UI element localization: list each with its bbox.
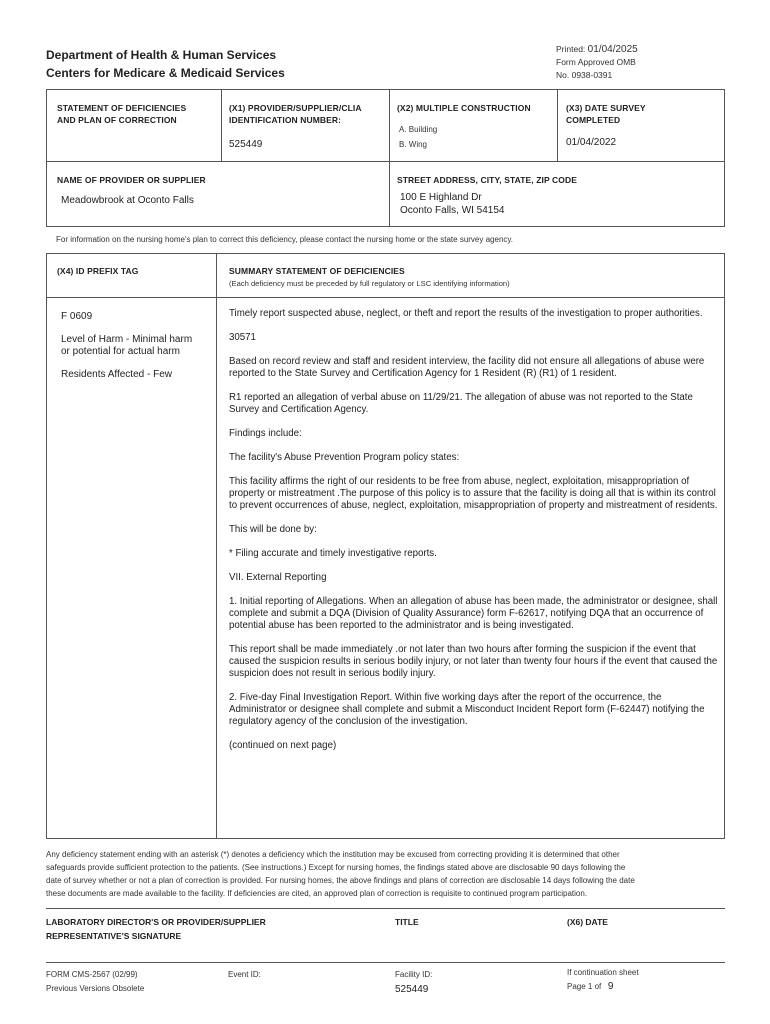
deficiency-tag: F 0609	[61, 311, 93, 322]
printed-date: 01/04/2025	[587, 44, 638, 55]
facility-id-label: Facility ID:	[395, 970, 433, 979]
signature-label-line-2: REPRESENTATIVE'S SIGNATURE	[46, 931, 182, 941]
level-line-1: Level of Harm - Minimal harm	[61, 334, 193, 345]
deficiency-tag-column	[61, 311, 211, 392]
printed-label: Printed:	[556, 44, 586, 54]
provider-name-label: NAME OF PROVIDER OR SUPPLIER	[57, 175, 206, 185]
page-info	[567, 966, 639, 994]
obsolete-note: Previous Versions Obsolete	[46, 984, 145, 993]
deficiency-table	[46, 253, 725, 839]
level-of-harm	[61, 334, 211, 358]
x1-label-line-1: (X1) PROVIDER/SUPPLIER/CLIA	[229, 103, 362, 113]
id-prefix-label: (X4) ID PREFIX TAG	[57, 266, 139, 276]
page-total: 9	[607, 981, 614, 992]
residents-affected: Residents Affected - Few	[61, 369, 172, 380]
level-line-2: or potential for actual harm	[61, 346, 180, 357]
disclosure-footnote	[46, 848, 726, 900]
summary-sublabel: (Each deficiency must be preceded by full regulatory or LSC identifying information)	[229, 279, 510, 288]
divider	[389, 90, 390, 161]
title-label: TITLE	[395, 917, 419, 927]
paragraph: This facility affirms the right of our residents to be free from abuse, neglect, exploitation, misappropriation of property or mistreatment .The purpose of this policy is to assure that the facility is doing all that is within its control to prevent occurrences of abuse, neglect, exploitation, misappropriation of property and mistreatment of residents.	[229, 476, 718, 511]
summary-label: SUMMARY STATEMENT OF DEFICIENCIES	[229, 266, 405, 276]
paragraph: This report shall be made immediately .or not later than two hours after forming the suspicion if the event that caused the suspicion results in serious bodily injury, or not later than twenty four hours if the event that caused the suspicion does not result in serious bodily injury.	[229, 644, 718, 679]
paragraph: Based on record review and staff and resident interview, the facility did not ensure all allegations of abuse were reported to the State Survey and Certification Agency for 1 Resident (R) (R1) of 1 resident.	[229, 356, 705, 379]
divider	[389, 161, 390, 227]
paragraph: The facility's Abuse Prevention Program policy states:	[229, 452, 460, 463]
form-id: FORM CMS-2567 (02/99)	[46, 970, 138, 979]
x2-wing: B. Wing	[399, 140, 428, 149]
date-label: (X6) DATE	[567, 917, 608, 927]
x3-label	[566, 102, 646, 126]
x3-label-line-2: COMPLETED	[566, 115, 621, 125]
provider-id: 525449	[229, 139, 263, 150]
footnote-line: Any deficiency statement ending with an asterisk (*) denotes a deficiency which the institution may be excused from correcting providing it is determined that other	[46, 850, 620, 859]
print-info	[556, 43, 638, 82]
paragraph: This will be done by:	[229, 524, 317, 535]
paragraph: 1. Initial reporting of Allegations. When an allegation of abuse has been made, the administrator or designee, shall complete and submit a DQA (Division of Quality Assurance) form F-62617, notifying DQA that an occurrence of potential abuse has been reported to the administrator and is being investigated.	[229, 596, 718, 631]
address-label: STREET ADDRESS, CITY, STATE, ZIP CODE	[397, 175, 578, 185]
x1-label	[229, 102, 362, 126]
divider	[47, 161, 724, 162]
divider	[221, 90, 222, 161]
paragraph: Timely report suspected abuse, neglect, or theft and report the results of the investigation to proper authorities.	[229, 308, 703, 319]
footnote-line: these documents are made available to the facility. If deficiencies are cited, an approved plan of correction is requisite to continued program participation.	[46, 889, 588, 898]
agency-header	[46, 46, 285, 82]
footnote-line: date of survey whether or not a plan of correction is provided. For nursing homes, the above findings and plans of correction are disclosable 14 days following the date	[46, 876, 635, 885]
form-approved: Form Approved OMB	[556, 57, 636, 67]
divider	[557, 90, 558, 161]
signature-label	[46, 915, 266, 943]
statement-header-table	[46, 89, 725, 227]
x3-label-line-1: (X3) DATE SURVEY	[566, 103, 646, 113]
deficiency-narrative	[229, 308, 719, 764]
address-line-1: 100 E Highland Dr	[400, 192, 482, 203]
x2-building: A. Building	[399, 125, 438, 134]
agency-line-2: Centers for Medicare & Medicaid Services	[46, 66, 285, 80]
paragraph: 2. Five-day Final Investigation Report. Within five working days after the report of the occurrence, the Administrator or designee shall complete and submit a Misconduct Incident Report form (F-62447) notifying the regulatory agency of the conclusion of the investigation.	[229, 692, 705, 727]
divider	[47, 297, 724, 298]
footnote-line: safeguards provide sufficient protection to the patients. (See instructions.) Except for nursing homes, the findings stated above are disclosable 90 days following the	[46, 863, 626, 872]
paragraph: R1 reported an allegation of verbal abuse on 11/29/21. The allegation of abuse was not reported to the State Survey and Certification Agency.	[229, 392, 693, 415]
event-id-label: Event ID:	[228, 970, 261, 979]
divider	[216, 254, 217, 838]
footer-rule	[46, 962, 725, 963]
form-id-block	[46, 968, 144, 996]
info-line: For information on the nursing home's plan to correct this deficiency, please contact the nursing home or the state survey agency.	[56, 235, 514, 244]
paragraph: Findings include:	[229, 428, 302, 439]
x1-label-line-2: IDENTIFICATION NUMBER:	[229, 115, 342, 125]
signature-label-line-1: LABORATORY DIRECTOR'S OR PROVIDER/SUPPLIER	[46, 917, 266, 927]
page-label: Page 1 of	[567, 982, 602, 991]
statement-title-line-1: STATEMENT OF DEFICIENCIES	[57, 103, 187, 113]
provider-name: Meadowbrook at Oconto Falls	[61, 195, 194, 206]
facility-id: 525449	[395, 984, 429, 995]
paragraph: VII. External Reporting	[229, 572, 327, 583]
statement-title-line-2: AND PLAN OF CORRECTION	[57, 115, 177, 125]
paragraph: 30571	[229, 332, 256, 343]
survey-completed-date: 01/04/2022	[566, 137, 617, 148]
signature-rule	[46, 908, 725, 909]
continued-note: (continued on next page)	[229, 740, 337, 751]
omb-number: No. 0938-0391	[556, 70, 613, 80]
statement-title	[57, 102, 186, 126]
x2-label: (X2) MULTIPLE CONSTRUCTION	[397, 103, 531, 113]
continuation-note: If continuation sheet	[567, 968, 639, 977]
paragraph: * Filing accurate and timely investigative reports.	[229, 548, 437, 559]
address-line-2: Oconto Falls, WI 54154	[400, 205, 505, 216]
agency-line-1: Department of Health & Human Services	[46, 48, 277, 62]
